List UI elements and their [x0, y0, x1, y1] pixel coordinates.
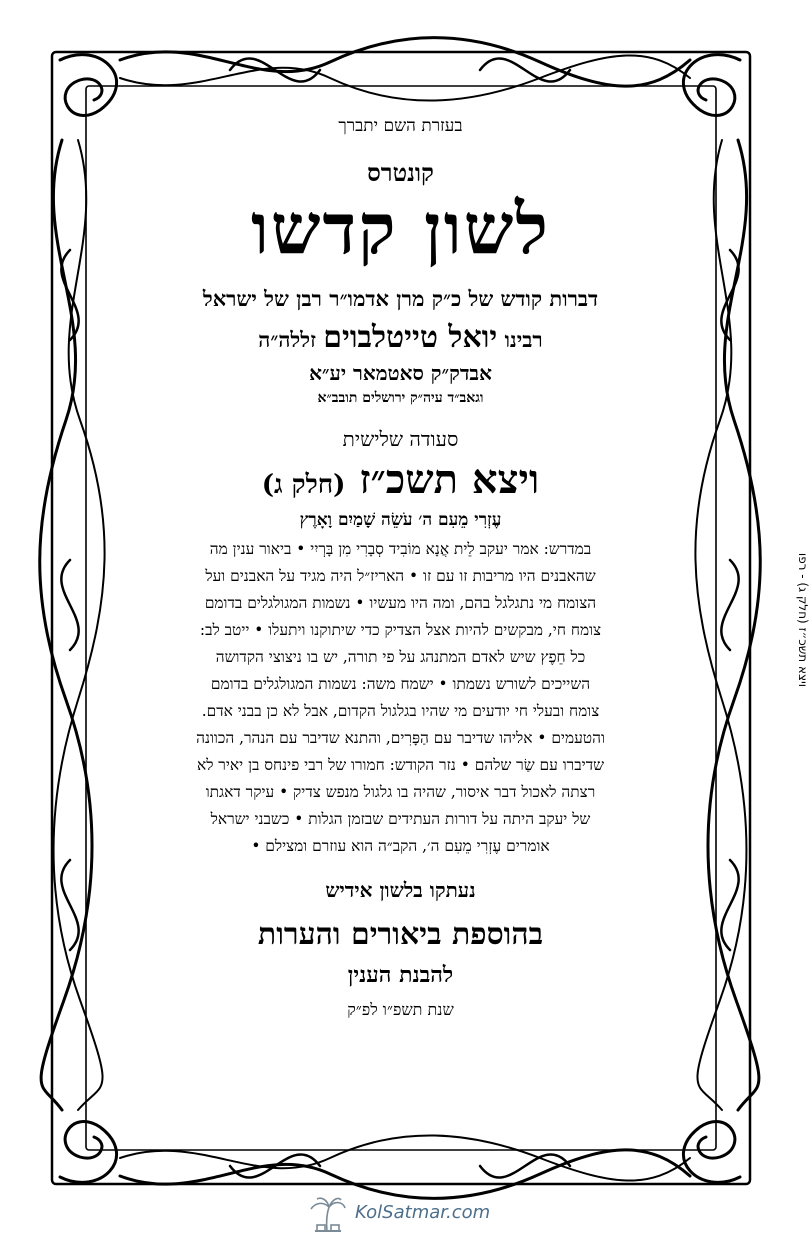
summary-line: השייכים לשורש נשמתו • ישמח משה: נשמות המגולגלים בדומם [210, 675, 591, 693]
purpose-line: להבנת הענין [347, 962, 454, 988]
summary-line: צומח חי, מבקשים להיות אצל הצדיק כדי שיתוקנו ויתעלו • ייטב לב: [199, 621, 602, 639]
author-name-line [118, 320, 683, 355]
author-name: יואל טייטלבוים [323, 320, 498, 355]
occasion: סעודה שלישית [342, 427, 459, 451]
summary-line: במדרש: אמר יעקב לֵית אֲנָא מוֹבִיד סְבָרִי מִן בָּרְיִי • ביאור ענין מה [209, 540, 592, 558]
side-running-head: ויצא תשכ״ז (חלק ג) - רפו [796, 552, 810, 688]
additions-heading: בהוספת ביאורים והערות [257, 917, 544, 952]
summary-line: שדיברו עם שַׂר שלהם • נזר הקודש: חמורו של רבי פינחס בן יאיר לא [196, 756, 604, 774]
parsha-heading [118, 458, 683, 502]
parsha-part: (חלק ג) [261, 470, 346, 500]
summary-line: והטעמים • אליהו שדיבר עם הַפָּרִים, והתנא שדיבר עם הנהר, הכוונה [196, 729, 605, 747]
year-line: שנת תשפ״ו לפ״ק [347, 1000, 454, 1019]
summary-line: כל חֵפֶץ שיש לאדם המתנהג על פי תורה, יש בו ניצוצי הקדושה [215, 648, 586, 666]
author-intro: דברות קודש של כ״ק מרן אדמו״ר רבן של ישראל [202, 286, 599, 311]
title-page [118, 96, 683, 1096]
summary-line: הצומח מי נתגלגל בהם, ומה היו מעשיו • נשמות המגולגלים בדומם [204, 594, 597, 612]
blessing-line: בעזרת השם יתברך [338, 116, 463, 136]
summary-line: צומח ובעלי חי יודעים מי שהיו בגלגול הקדום, אבל לא כן בבני אדם. [201, 702, 600, 720]
site-logo[interactable] [305, 1195, 505, 1235]
author-prefix: רבינו [504, 327, 543, 352]
summary-line: רצתה לאכול דבר איסור, שהיה בו גלגול מנפש צדיק • עיקר דאגתו [205, 783, 596, 801]
main-title: לשון קדשו [250, 187, 551, 270]
kuntres-label: קונטרס [367, 158, 434, 187]
translated-note: נעתקו בלשון אידיש [325, 878, 476, 902]
parsha-name: ויצא תשכ״ז [359, 456, 540, 503]
verse-heading: עֶזְרִי מֵעִם ה׳ עֹשֵׂה שָׁמַיִם וָאָרֶץ [299, 510, 502, 530]
palm-tree-icon [305, 1195, 349, 1235]
author-suffix: זללה״ה [258, 327, 316, 352]
summary-line: שהאבנים היו מריבות זו עם זו • האריז״ל היה מגיד על האבנים ועל [205, 567, 596, 585]
author-title-secondary: וגאב״ד עיה״ק ירושלים תובב״א [317, 390, 484, 406]
summary-line: אומרים עֶזְרִי מֵעִם ה׳, הקב״ה הוא עוזרם ומצילם • [251, 837, 550, 855]
summary-line: של יעקב היתה על דורות העתידים שבזמן הגלות • כשבני ישראל [210, 810, 591, 828]
logo-text: KolSatmar.com [355, 1202, 491, 1223]
summary-paragraph [118, 536, 683, 860]
author-title: אבדק״ק סאטמאר יע״א [309, 361, 492, 385]
